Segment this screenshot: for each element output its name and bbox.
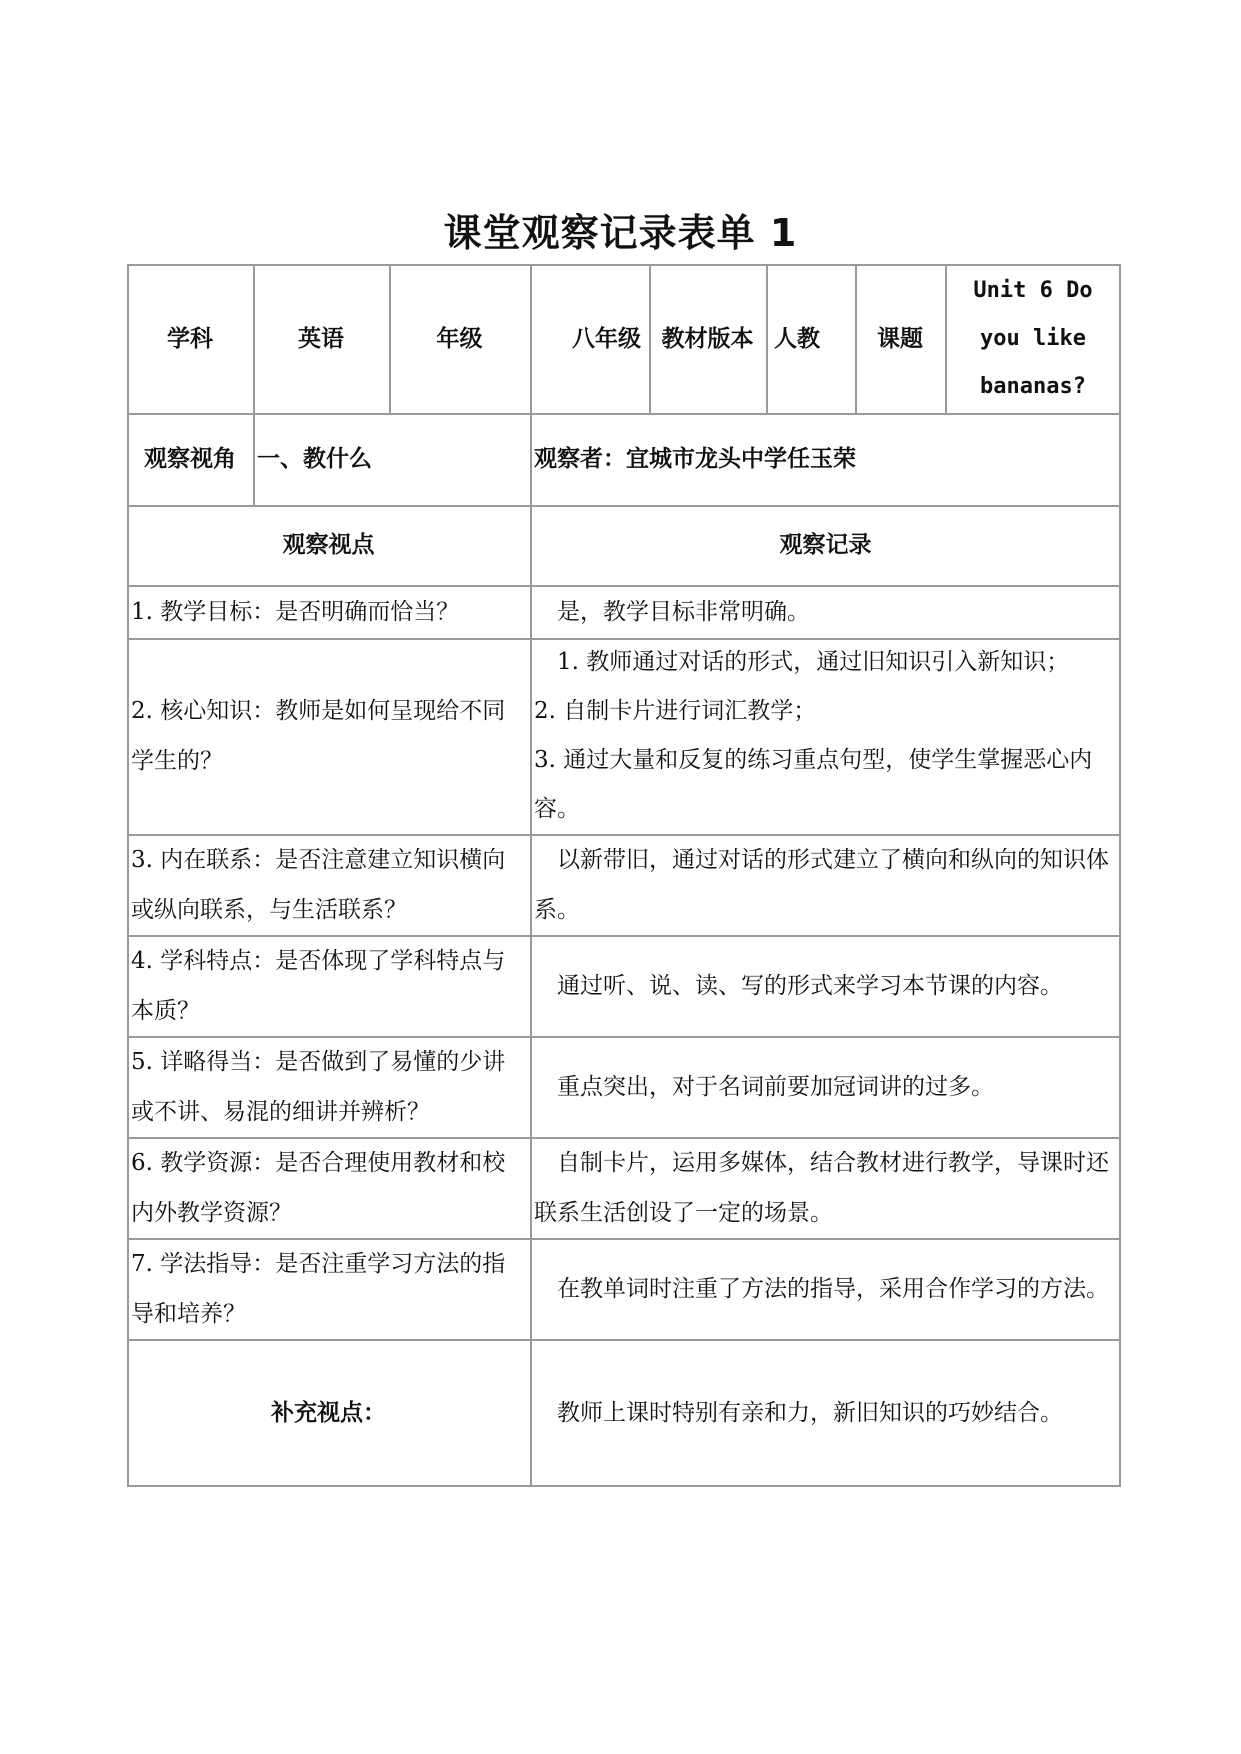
row-4-point: 4. 学科特点：是否体现了学科特点与本质？ [131,947,506,1024]
perspective-label: 观察视角 [144,446,236,472]
row-2-record: 1. 教师通过对话的形式，通过旧知识引入新知识； 2. 自制卡片进行词汇教学； 3. 通过大量和反复的练习重点句型，使学生掌握恶心内容。 [534,649,1093,822]
edition-value: 人教 [774,325,820,352]
page-title: 课堂观察记录表单 1 [443,211,798,255]
perspective-value: 一、教什么 [257,446,372,472]
topic-value: Unit 6 Do you like bananas? [973,277,1093,399]
column-header-record: 观察记录 [779,532,872,558]
row-3-point: 3. 内在联系：是否注意建立知识横向或纵向联系，与生活联系？ [131,846,506,923]
row-1-record: 是，教学目标非常明确。 [534,598,810,625]
row-7-record: 在教单词时注重了方法的指导，采用合作学习的方法。 [534,1275,1109,1302]
row-5-point: 5. 详略得当：是否做到了易懂的少讲或不讲、易混的细讲并辨析？ [131,1048,506,1125]
row-7-point: 7. 学法指导：是否注重学习方法的指导和培养？ [131,1250,506,1327]
topic-label: 课题 [877,325,923,352]
subject-value: 英语 [298,325,344,352]
column-header-point: 观察视点 [282,532,375,558]
row-6-record: 自制卡片，运用多媒体，结合教材进行教学，导课时还联系生活创设了一定的场景。 [534,1149,1109,1226]
supplement-label: 补充视点： [271,1400,386,1426]
observer: 观察者：宜城市龙头中学任玉荣 [534,446,856,472]
row-5-record: 重点突出，对于名词前要加冠词讲的过多。 [534,1073,994,1100]
subject-label: 学科 [167,325,213,352]
row-3-record: 以新带旧，通过对话的形式建立了横向和纵向的知识体系。 [534,846,1109,923]
supplement-record: 教师上课时特别有亲和力，新旧知识的巧妙结合。 [534,1400,1063,1426]
row-6-point: 6. 教学资源：是否合理使用教材和校内外教学资源？ [131,1149,506,1226]
row-4-record: 通过听、说、读、写的形式来学习本节课的内容。 [534,972,1063,999]
row-2-point: 2. 核心知识：教师是如何呈现给不同学生的？ [131,698,506,774]
grade-label: 年级 [436,325,483,352]
grade-value: 八年级 [572,325,641,352]
row-1-point: 1. 教学目标：是否明确而恰当？ [131,598,460,625]
edition-label: 教材版本 [661,325,754,352]
